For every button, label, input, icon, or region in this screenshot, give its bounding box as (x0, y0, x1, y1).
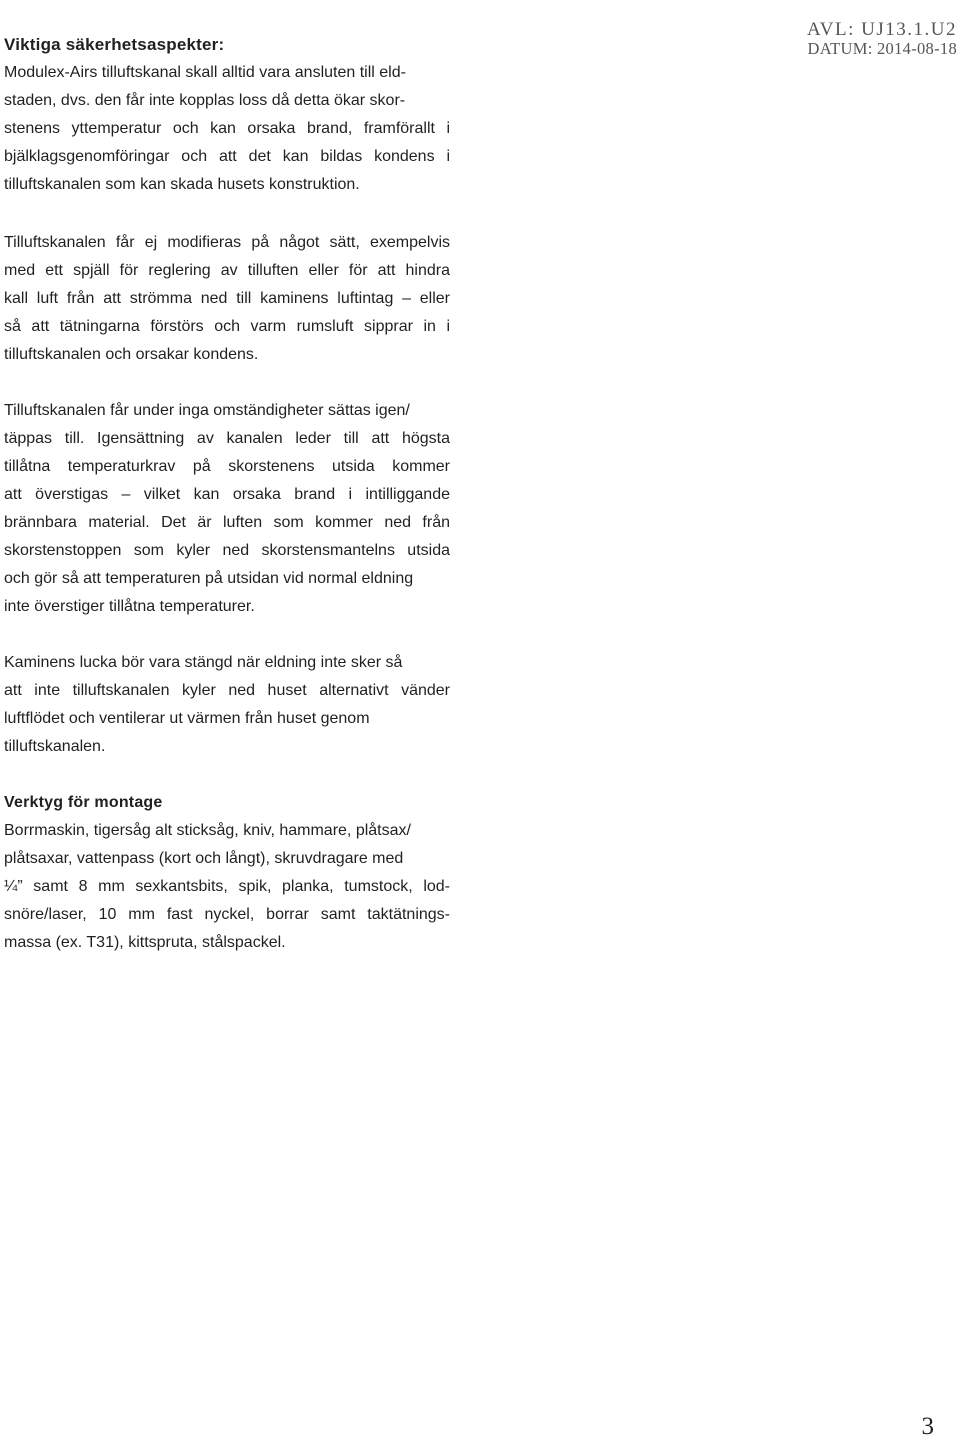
blocking-line: att överstigas – vilket kan orsaka brand i intilliggande (4, 486, 450, 503)
modify-line: kall luft från att strömma ned till kaminens luftintag – eller (4, 290, 450, 307)
door-line: tilluftskanalen. (4, 738, 106, 755)
blocking-line: Tilluftskanalen får under inga omständigheter sättas igen/ (4, 402, 410, 419)
safety-heading: Viktiga säkerhetsaspekter: (4, 35, 225, 54)
modify-line: Tilluftskanalen får ej modifieras på något sätt, exempelvis (4, 234, 450, 251)
avl-code: AVL: UJ13.1.U2 (807, 19, 957, 40)
tools-line: plåtsaxar, vattenpass (kort och långt), skruvdragare med (4, 850, 404, 867)
door-line: luftflödet och ventilerar ut värmen från huset genom (4, 710, 370, 727)
modify-line: tilluftskanalen och orsakar kondens. (4, 346, 259, 363)
safety-line: stenens yttemperatur och kan orsaka brand, framförallt i (4, 120, 450, 137)
page-number: 3 (921, 1413, 934, 1440)
blocking-line: och gör så att temperaturen på utsidan vid normal eldning (4, 570, 414, 587)
door-section (4, 649, 450, 761)
door-line: att inte tilluftskanalen kyler ned huset alternativt vänder (4, 682, 450, 699)
blocking-line: täppas till. Igensättning av kanalen leder till att högsta (4, 430, 450, 447)
tools-line: ¼” samt 8 mm sexkantsbits, spik, planka, tumstock, lod- (4, 878, 450, 895)
document-meta (807, 20, 957, 58)
blocking-line: brännbara material. Det är luften som kommer ned från (4, 514, 450, 531)
modify-line: så att tätningarna förstörs och varm rumsluft sipprar in i (4, 318, 450, 335)
tools-heading: Verktyg för montage (4, 794, 163, 811)
document-date: DATUM: 2014-08-18 (807, 39, 957, 58)
blocking-line: skorstenstoppen som kyler ned skorstensmantelns utsida (4, 542, 450, 559)
safety-section (4, 31, 450, 199)
safety-line: tilluftskanalen som kan skada husets konstruktion. (4, 176, 360, 193)
tools-line: snöre/laser, 10 mm fast nyckel, borrar samt taktätnings- (4, 906, 450, 923)
tools-line: massa (ex. T31), kittspruta, stålspackel. (4, 934, 286, 951)
blocking-line: inte överstiger tillåtna temperaturer. (4, 598, 255, 615)
blocking-section (4, 397, 450, 621)
safety-line: Modulex-Airs tilluftskanal skall alltid vara ansluten till eld- (4, 64, 406, 81)
modify-section (4, 229, 450, 369)
tools-line: Borrmaskin, tigersåg alt sticksåg, kniv, hammare, plåtsax/ (4, 822, 411, 839)
safety-line: staden, dvs. den får inte kopplas loss då detta ökar skor- (4, 92, 406, 109)
modify-line: med ett spjäll för reglering av tilluften eller för att hindra (4, 262, 450, 279)
safety-line: bjälklagsgenomföringar och att det kan bildas kondens i (4, 148, 450, 165)
tools-section (4, 789, 450, 957)
door-line: Kaminens lucka bör vara stängd när eldning inte sker så (4, 654, 403, 671)
blocking-line: tillåtna temperaturkrav på skorstenens utsida kommer (4, 458, 450, 475)
